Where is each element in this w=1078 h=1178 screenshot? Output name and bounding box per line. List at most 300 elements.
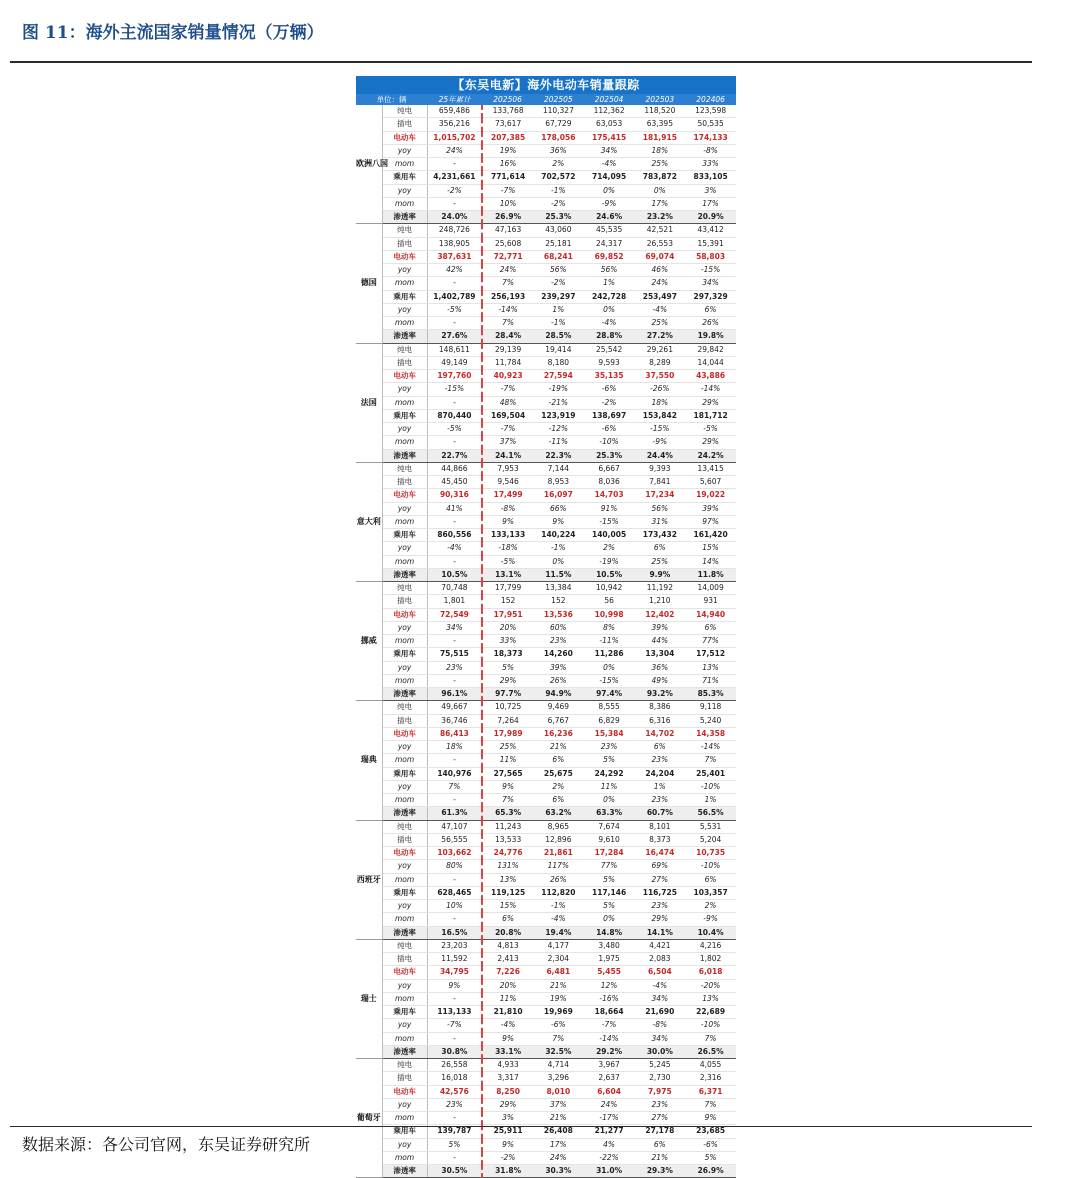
month-value-cell: 123,598 (685, 105, 736, 118)
month-value-cell: 4,216 (685, 939, 736, 952)
month-value-cell: 73,617 (482, 118, 533, 131)
month-value-cell: 24.1% (482, 449, 533, 462)
month-value-cell: 12,896 (533, 833, 584, 846)
month-value-cell: 7% (533, 1032, 584, 1045)
month-value-cell: 8,010 (533, 1085, 584, 1098)
month-value-cell: 5% (584, 754, 635, 767)
month-value-cell: 11,243 (482, 820, 533, 833)
header-month: 202504 (584, 94, 635, 105)
metric-label: yoy (382, 979, 427, 992)
metric-label: yoy (382, 741, 427, 754)
metric-label: 插电 (382, 356, 427, 369)
month-value-cell: 2,730 (634, 1072, 685, 1085)
month-value-cell: 56% (533, 264, 584, 277)
month-value-cell: 931 (685, 595, 736, 608)
metric-label: yoy (382, 264, 427, 277)
month-value-cell: 19,414 (533, 343, 584, 356)
month-value-cell: -4% (584, 317, 635, 330)
metric-label: yoy (382, 1138, 427, 1151)
month-value-cell: -8% (685, 144, 736, 157)
ytd-value-cell: 41% (427, 502, 482, 515)
month-value-cell: -4% (584, 158, 635, 171)
month-value-cell: 97.7% (482, 688, 533, 701)
month-value-cell: 181,712 (685, 409, 736, 422)
month-value-cell: 24% (634, 277, 685, 290)
month-value-cell: 19.8% (685, 330, 736, 343)
month-value-cell: 152 (533, 595, 584, 608)
ytd-value-cell: 1,402,789 (427, 290, 482, 303)
metric-label: 渗透率 (382, 926, 427, 939)
month-value-cell: 24,204 (634, 767, 685, 780)
month-value-cell: 25,608 (482, 237, 533, 250)
table-row (356, 158, 736, 171)
month-value-cell: -15% (634, 423, 685, 436)
month-value-cell: 26.9% (685, 1165, 736, 1178)
month-value-cell: 0% (584, 661, 635, 674)
month-value-cell: 17,499 (482, 489, 533, 502)
metric-label: mom (382, 158, 427, 171)
month-value-cell: 25,542 (584, 343, 635, 356)
country-label: 瑞士 (356, 939, 382, 1058)
month-value-cell: 20% (482, 621, 533, 634)
metric-label: mom (382, 873, 427, 886)
month-value-cell: 14,260 (533, 648, 584, 661)
month-value-cell: 1% (584, 277, 635, 290)
table-row (356, 1098, 736, 1111)
country-label: 德国 (356, 224, 382, 343)
month-value-cell: 6% (533, 794, 584, 807)
month-value-cell: 14,702 (634, 727, 685, 740)
month-value-cell: 5,204 (685, 833, 736, 846)
month-value-cell: 37% (533, 1098, 584, 1111)
header-month: 202506 (482, 94, 533, 105)
month-value-cell: 0% (634, 184, 685, 197)
ytd-value-cell: 72,549 (427, 608, 482, 621)
metric-label: 乘用车 (382, 886, 427, 899)
table-row (356, 727, 736, 740)
table-row (356, 396, 736, 409)
metric-label: yoy (382, 542, 427, 555)
ytd-value-cell: 16.5% (427, 926, 482, 939)
ytd-value-cell: 248,726 (427, 224, 482, 237)
metric-label: mom (382, 992, 427, 1005)
table-row (356, 1112, 736, 1125)
month-value-cell: 173,432 (634, 529, 685, 542)
month-value-cell: 702,572 (533, 171, 584, 184)
month-value-cell: 9,469 (533, 701, 584, 714)
source-note: 数据来源：各公司官网，东吴证券研究所 (22, 1135, 311, 1154)
table-row (356, 1006, 736, 1019)
month-value-cell: 20.9% (685, 211, 736, 224)
ytd-value-cell: - (427, 555, 482, 568)
table-row (356, 264, 736, 277)
month-value-cell: 10.4% (685, 926, 736, 939)
ytd-value-cell: 659,486 (427, 105, 482, 118)
month-value-cell: 2% (533, 780, 584, 793)
month-value-cell: 2,637 (584, 1072, 635, 1085)
month-value-cell: 31% (634, 515, 685, 528)
month-value-cell: 12,402 (634, 608, 685, 621)
month-value-cell: 5% (584, 873, 635, 886)
metric-label: 渗透率 (382, 1165, 427, 1178)
table-row (356, 529, 736, 542)
month-value-cell: 138,697 (584, 409, 635, 422)
month-value-cell: 10,725 (482, 701, 533, 714)
month-value-cell: 30.3% (533, 1165, 584, 1178)
ytd-value-cell: 61.3% (427, 807, 482, 820)
month-value-cell: 17% (634, 197, 685, 210)
metric-label: mom (382, 396, 427, 409)
month-value-cell: 40,923 (482, 370, 533, 383)
month-value-cell: 39% (634, 621, 685, 634)
ytd-value-cell: 356,216 (427, 118, 482, 131)
metric-label: 电动车 (382, 727, 427, 740)
metric-label: mom (382, 1112, 427, 1125)
table-row (356, 237, 736, 250)
month-value-cell: 42,521 (634, 224, 685, 237)
table-row (356, 953, 736, 966)
month-value-cell: -22% (584, 1151, 635, 1164)
metric-label: mom (382, 197, 427, 210)
month-value-cell: 8,386 (634, 701, 685, 714)
ytd-value-cell: 56,555 (427, 833, 482, 846)
metric-label: mom (382, 1032, 427, 1045)
metric-label: yoy (382, 383, 427, 396)
table-row (356, 343, 736, 356)
ytd-value-cell: 22.7% (427, 449, 482, 462)
ytd-value-cell: 24% (427, 144, 482, 157)
month-value-cell: 27% (634, 873, 685, 886)
month-value-cell: 153,842 (634, 409, 685, 422)
month-value-cell: 4,177 (533, 939, 584, 952)
month-value-cell: 22,689 (685, 1006, 736, 1019)
month-value-cell: 16,236 (533, 727, 584, 740)
table-row (356, 688, 736, 701)
month-value-cell: 69,852 (584, 250, 635, 263)
month-value-cell: 174,133 (685, 131, 736, 144)
month-value-cell: 29% (482, 1098, 533, 1111)
month-value-cell: 25,401 (685, 767, 736, 780)
month-value-cell: 1% (685, 794, 736, 807)
month-value-cell: -4% (482, 1019, 533, 1032)
month-value-cell: -14% (584, 1032, 635, 1045)
month-value-cell: 63.2% (533, 807, 584, 820)
metric-label: 电动车 (382, 370, 427, 383)
month-value-cell: 77% (584, 860, 635, 873)
metric-label: 纯电 (382, 701, 427, 714)
month-value-cell: 17,989 (482, 727, 533, 740)
month-value-cell: 5% (685, 1151, 736, 1164)
month-value-cell: 24,292 (584, 767, 635, 780)
table-row (356, 144, 736, 157)
table-row (356, 277, 736, 290)
month-value-cell: 50,535 (685, 118, 736, 131)
month-value-cell: 3,967 (584, 1059, 635, 1072)
metric-label: mom (382, 555, 427, 568)
month-value-cell: 19.4% (533, 926, 584, 939)
month-value-cell: 32.5% (533, 1045, 584, 1058)
month-value-cell: 783,872 (634, 171, 685, 184)
month-value-cell: 94.9% (533, 688, 584, 701)
month-value-cell: 13% (482, 873, 533, 886)
month-value-cell: 0% (584, 794, 635, 807)
ytd-value-cell: - (427, 317, 482, 330)
ytd-value-cell: - (427, 1032, 482, 1045)
metric-label: 渗透率 (382, 1045, 427, 1058)
month-value-cell: 26.9% (482, 211, 533, 224)
month-value-cell: -9% (584, 197, 635, 210)
month-value-cell: 29,842 (685, 343, 736, 356)
table-row (356, 184, 736, 197)
month-value-cell: 24% (482, 264, 533, 277)
month-value-cell: 39% (533, 661, 584, 674)
month-value-cell: 2,316 (685, 1072, 736, 1085)
month-value-cell: 133,768 (482, 105, 533, 118)
month-value-cell: -21% (533, 396, 584, 409)
metric-label: mom (382, 635, 427, 648)
month-value-cell: -16% (584, 992, 635, 1005)
table-row (356, 489, 736, 502)
metric-label: yoy (382, 303, 427, 316)
metric-label: 插电 (382, 714, 427, 727)
month-value-cell: 13,415 (685, 462, 736, 475)
metric-label: 插电 (382, 237, 427, 250)
month-value-cell: -20% (685, 979, 736, 992)
month-value-cell: 11,784 (482, 356, 533, 369)
month-value-cell: -4% (634, 303, 685, 316)
month-value-cell: 178,056 (533, 131, 584, 144)
month-value-cell: 33% (482, 635, 533, 648)
month-value-cell: 10.5% (584, 568, 635, 581)
metric-label: yoy (382, 661, 427, 674)
month-value-cell: -2% (533, 197, 584, 210)
title-divider (10, 61, 1032, 63)
month-value-cell: 4,813 (482, 939, 533, 952)
metric-label: 乘用车 (382, 767, 427, 780)
month-value-cell: 161,420 (685, 529, 736, 542)
month-value-cell: 9% (482, 515, 533, 528)
month-value-cell: 34% (634, 992, 685, 1005)
month-value-cell: 60% (533, 621, 584, 634)
month-value-cell: 65.3% (482, 807, 533, 820)
month-value-cell: 10% (482, 197, 533, 210)
month-value-cell: 2% (584, 542, 635, 555)
ytd-value-cell: 10% (427, 900, 482, 913)
month-value-cell: 56% (584, 264, 635, 277)
ytd-value-cell: 5% (427, 1138, 482, 1151)
month-value-cell: 2% (533, 158, 584, 171)
month-value-cell: 25,911 (482, 1125, 533, 1138)
metric-label: 渗透率 (382, 807, 427, 820)
ytd-value-cell: - (427, 873, 482, 886)
month-value-cell: 69,074 (634, 250, 685, 263)
month-value-cell: -1% (533, 900, 584, 913)
month-value-cell: 239,297 (533, 290, 584, 303)
ytd-value-cell: 34,795 (427, 966, 482, 979)
ytd-value-cell: 4,231,661 (427, 171, 482, 184)
month-value-cell: 9,593 (584, 356, 635, 369)
month-value-cell: 7% (685, 1098, 736, 1111)
month-value-cell: 25% (634, 158, 685, 171)
table-banner: 【东吴电新】海外电动车销量跟踪 (356, 76, 736, 94)
month-value-cell: 5% (482, 661, 533, 674)
month-value-cell: 11.5% (533, 568, 584, 581)
month-value-cell: 9,610 (584, 833, 635, 846)
ytd-value-cell: 86,413 (427, 727, 482, 740)
header-unit: 单位：辆 (356, 94, 427, 105)
month-value-cell: 112,820 (533, 886, 584, 899)
month-value-cell: 17% (685, 197, 736, 210)
month-value-cell: 23.2% (634, 211, 685, 224)
metric-label: 插电 (382, 1072, 427, 1085)
month-value-cell: 140,005 (584, 529, 635, 542)
month-value-cell: 25.3% (584, 449, 635, 462)
month-value-cell: 27,565 (482, 767, 533, 780)
month-value-cell: 4,055 (685, 1059, 736, 1072)
month-value-cell: 8,101 (634, 820, 685, 833)
month-value-cell: 14,940 (685, 608, 736, 621)
month-value-cell: 37% (482, 436, 533, 449)
month-value-cell: 26,553 (634, 237, 685, 250)
metric-label: mom (382, 913, 427, 926)
month-value-cell: 714,095 (584, 171, 635, 184)
table-row (356, 118, 736, 131)
table-row (356, 303, 736, 316)
ytd-value-cell: 42,576 (427, 1085, 482, 1098)
month-value-cell: 11,286 (584, 648, 635, 661)
month-value-cell: 175,415 (584, 131, 635, 144)
figure-title: 图 11：海外主流国家销量情况（万辆） (22, 23, 324, 43)
month-value-cell: 5,531 (685, 820, 736, 833)
ytd-value-cell: - (427, 515, 482, 528)
metric-label: 插电 (382, 833, 427, 846)
month-value-cell: 24.2% (685, 449, 736, 462)
month-value-cell: 29% (634, 913, 685, 926)
ytd-value-cell: 24.0% (427, 211, 482, 224)
country-label: 欧洲八国 (356, 105, 382, 224)
month-value-cell: 8,965 (533, 820, 584, 833)
ytd-value-cell: 96.1% (427, 688, 482, 701)
table-row (356, 542, 736, 555)
month-value-cell: 4% (584, 1138, 635, 1151)
month-value-cell: 15,384 (584, 727, 635, 740)
month-value-cell: 29% (482, 674, 533, 687)
metric-label: 乘用车 (382, 290, 427, 303)
ytd-value-cell: 387,631 (427, 250, 482, 263)
month-value-cell: 7% (482, 794, 533, 807)
header-ytd: 25年累计 (427, 94, 482, 105)
metric-label: 电动车 (382, 489, 427, 502)
month-value-cell: 30.0% (634, 1045, 685, 1058)
month-value-cell: 7% (685, 754, 736, 767)
month-value-cell: 23% (533, 635, 584, 648)
month-value-cell: 29.3% (634, 1165, 685, 1178)
month-value-cell: 14,703 (584, 489, 635, 502)
month-value-cell: 7,975 (634, 1085, 685, 1098)
month-value-cell: -26% (634, 383, 685, 396)
ytd-value-cell: 36,746 (427, 714, 482, 727)
table-row (356, 370, 736, 383)
table-row (356, 449, 736, 462)
month-value-cell: 28.8% (584, 330, 635, 343)
month-value-cell: 33% (685, 158, 736, 171)
month-value-cell: 181,915 (634, 131, 685, 144)
month-value-cell: 6,667 (584, 462, 635, 475)
table-row (356, 661, 736, 674)
ytd-value-cell: 30.5% (427, 1165, 482, 1178)
table-row (356, 780, 736, 793)
table-row (356, 1045, 736, 1058)
metric-label: 纯电 (382, 582, 427, 595)
ytd-value-cell: 860,556 (427, 529, 482, 542)
month-value-cell: -6% (533, 1019, 584, 1032)
month-value-cell: 6,371 (685, 1085, 736, 1098)
month-value-cell: 6% (634, 741, 685, 754)
month-value-cell: 69% (634, 860, 685, 873)
month-value-cell: 13% (685, 992, 736, 1005)
month-value-cell: 21,277 (584, 1125, 635, 1138)
month-value-cell: 17,234 (634, 489, 685, 502)
month-value-cell: 119,125 (482, 886, 533, 899)
month-value-cell: 7,674 (584, 820, 635, 833)
metric-label: 乘用车 (382, 171, 427, 184)
month-value-cell: 2,413 (482, 953, 533, 966)
month-value-cell: 8,036 (584, 476, 635, 489)
month-value-cell: 21,861 (533, 847, 584, 860)
table-row (356, 926, 736, 939)
metric-label: yoy (382, 860, 427, 873)
month-value-cell: 4,933 (482, 1059, 533, 1072)
month-value-cell: 2,304 (533, 953, 584, 966)
month-value-cell: 207,385 (482, 131, 533, 144)
month-value-cell: 28.4% (482, 330, 533, 343)
table-row (356, 1085, 736, 1098)
ytd-value-cell: 1,801 (427, 595, 482, 608)
table-row (356, 979, 736, 992)
month-value-cell: 15% (482, 900, 533, 913)
month-value-cell: 56 (584, 595, 635, 608)
month-value-cell: 49% (634, 674, 685, 687)
month-value-cell: 117% (533, 860, 584, 873)
ytd-value-cell: 44,866 (427, 462, 482, 475)
month-value-cell: 8,373 (634, 833, 685, 846)
ev-sales-table (356, 94, 736, 1178)
month-value-cell: 7,841 (634, 476, 685, 489)
ytd-value-cell: 80% (427, 860, 482, 873)
metric-label: mom (382, 436, 427, 449)
metric-label: 渗透率 (382, 449, 427, 462)
month-value-cell: 9,546 (482, 476, 533, 489)
ytd-value-cell: 70,748 (427, 582, 482, 595)
month-value-cell: 21% (533, 1112, 584, 1125)
month-value-cell: 9.9% (634, 568, 685, 581)
table-row (356, 1059, 736, 1072)
month-value-cell: 112,362 (584, 105, 635, 118)
month-value-cell: 14.1% (634, 926, 685, 939)
month-value-cell: -10% (685, 780, 736, 793)
ytd-value-cell: - (427, 158, 482, 171)
month-value-cell: 1,975 (584, 953, 635, 966)
month-value-cell: 771,614 (482, 171, 533, 184)
month-value-cell: 103,357 (685, 886, 736, 899)
month-value-cell: -7% (482, 383, 533, 396)
month-value-cell: 123,919 (533, 409, 584, 422)
month-value-cell: -2% (584, 396, 635, 409)
month-value-cell: 34% (584, 144, 635, 157)
metric-label: 电动车 (382, 1085, 427, 1098)
month-value-cell: 833,105 (685, 171, 736, 184)
table-row (356, 515, 736, 528)
